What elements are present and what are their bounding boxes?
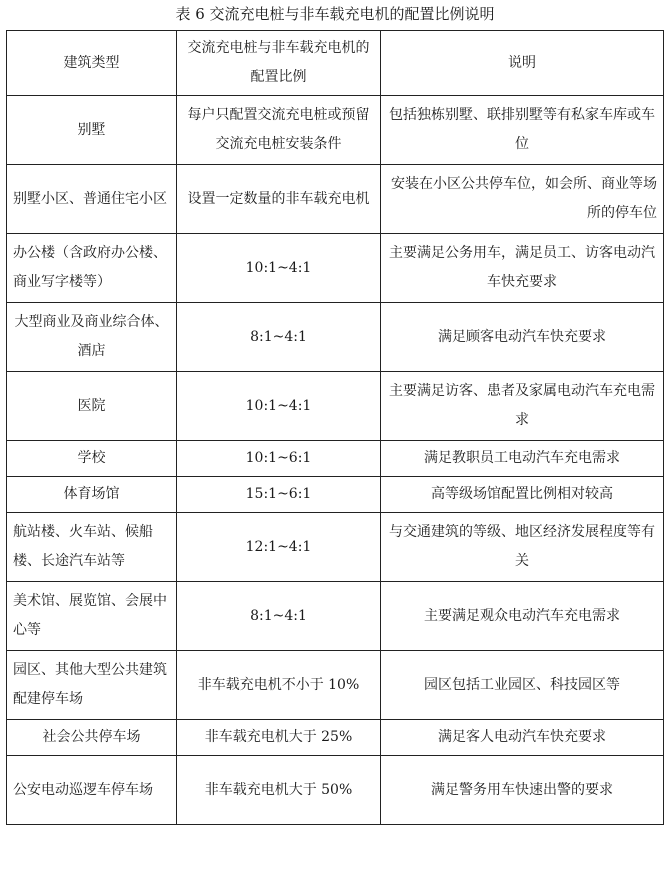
table-row [7,372,664,441]
cell-description: 主要满足访客、患者及家属电动汽车充电需求 [381,372,664,441]
cell-ratio: 非车载充电机不小于 10% [177,651,381,720]
table-caption: 表 6 交流充电桩与非车载充电机的配置比例说明 [175,5,495,23]
cell-building-type: 医院 [7,372,177,441]
header-ratio: 交流充电桩与非车载充电机的配置比例 [177,31,381,96]
cell-description: 主要满足观众电动汽车充电需求 [381,582,664,651]
cell-description: 满足教职员工电动汽车充电需求 [381,441,664,477]
cell-description: 包括独栋别墅、联排别墅等有私家车库或车位 [381,96,664,165]
cell-building-type: 社会公共停车场 [7,720,177,756]
table-row [7,720,664,756]
cell-ratio: 15:1~6:1 [177,477,381,513]
header-description: 说明 [381,31,664,96]
table-row [7,165,664,234]
cell-description: 满足客人电动汽车快充要求 [381,720,664,756]
cell-ratio: 10:1~4:1 [177,372,381,441]
cell-building-type: 别墅 [7,96,177,165]
cell-building-type: 公安电动巡逻车停车场 [7,756,177,825]
cell-ratio: 设置一定数量的非车载充电机 [177,165,381,234]
table-row [7,651,664,720]
config-ratio-table [6,30,664,825]
cell-ratio: 非车载充电机大于 50% [177,756,381,825]
cell-ratio: 8:1~4:1 [177,582,381,651]
table-row [7,234,664,303]
cell-ratio: 每户只配置交流充电桩或预留交流充电桩安装条件 [177,96,381,165]
cell-description: 园区包括工业园区、科技园区等 [381,651,664,720]
cell-description: 满足警务用车快速出警的要求 [381,756,664,825]
cell-ratio: 8:1~4:1 [177,303,381,372]
table-row [7,756,664,825]
cell-building-type: 学校 [7,441,177,477]
cell-description: 主要满足公务用车，满足员工、访客电动汽车快充要求 [381,234,664,303]
header-building-type: 建筑类型 [7,31,177,96]
cell-building-type: 航站楼、火车站、候船楼、长途汽车站等 [7,513,177,582]
cell-building-type: 美术馆、展览馆、会展中心等 [7,582,177,651]
table-row [7,303,664,372]
cell-building-type: 别墅小区、普通住宅小区 [7,165,177,234]
cell-building-type: 办公楼（含政府办公楼、商业写字楼等） [7,234,177,303]
cell-ratio: 10:1~6:1 [177,441,381,477]
cell-description: 高等级场馆配置比例相对较高 [381,477,664,513]
cell-ratio: 非车载充电机大于 25% [177,720,381,756]
table-row [7,96,664,165]
table-row [7,441,664,477]
cell-ratio: 12:1~4:1 [177,513,381,582]
cell-building-type: 园区、其他大型公共建筑配建停车场 [7,651,177,720]
table-row [7,582,664,651]
cell-description: 安装在小区公共停车位，如会所、商业等场所的停车位 [381,165,664,234]
table-header-row [7,31,664,96]
cell-building-type: 体育场馆 [7,477,177,513]
cell-description: 满足顾客电动汽车快充要求 [381,303,664,372]
table-row [7,513,664,582]
cell-building-type: 大型商业及商业综合体、酒店 [7,303,177,372]
cell-ratio: 10:1~4:1 [177,234,381,303]
table-row [7,477,664,513]
cell-description: 与交通建筑的等级、地区经济发展程度等有关 [381,513,664,582]
